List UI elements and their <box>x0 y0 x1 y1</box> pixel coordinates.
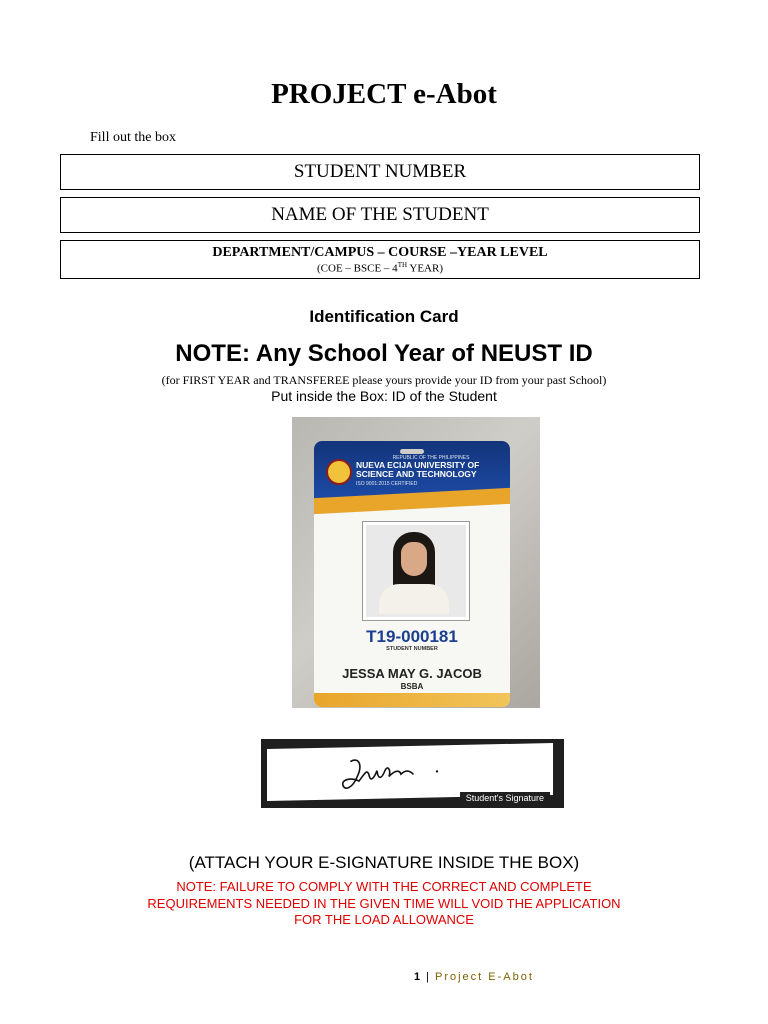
lanyard-slot <box>400 449 424 454</box>
transferee-note: (for FIRST YEAR and TRANSFEREE please yours provide your ID from your past School) <box>161 373 607 387</box>
fill-out-label: Fill out the box <box>90 130 176 145</box>
id-card-university: NUEVA ECIJA UNIVERSITY OF SCIENCE AND TECHNOLOGY <box>356 460 480 479</box>
signature-caption: Student's Signature <box>460 792 550 804</box>
student-number-label: STUDENT NUMBER <box>293 161 467 182</box>
id-card-footer-stripe <box>314 693 510 707</box>
student-number-box[interactable] <box>60 154 700 190</box>
document-title: PROJECT e-Abot <box>271 78 497 110</box>
id-card-student-number-label: STUDENT NUMBER <box>386 646 438 652</box>
warning-line-2: REQUIREMENTS NEEDED IN THE GIVEN TIME WILL VOID THE APPLICATION <box>147 895 621 911</box>
id-card-iso: ISO 9001:2015 CERTIFIED <box>356 481 418 487</box>
page-footer <box>414 971 534 983</box>
footer-separator: | <box>426 971 431 983</box>
id-card <box>314 441 510 707</box>
signature-image <box>261 739 564 808</box>
id-card-student-number: T19-000181 <box>366 627 458 646</box>
page-number: 1 <box>414 971 423 983</box>
neust-id-note: NOTE: Any School Year of NEUST ID <box>175 340 593 367</box>
id-card-republic: REPUBLIC OF THE PHILIPPINES <box>392 455 470 461</box>
id-portrait <box>362 521 470 621</box>
footer-label: Project E-Abot <box>434 971 534 983</box>
attach-signature-instruction: (ATTACH YOUR E-SIGNATURE INSIDE THE BOX) <box>188 853 580 872</box>
department-course-example: (COE – BSCE – 4TH YEAR) <box>317 261 443 275</box>
id-card-heading: Identification Card <box>309 307 459 326</box>
student-name-box[interactable] <box>60 197 700 233</box>
department-course-label: DEPARTMENT/CAMPUS – COURSE –YEAR LEVEL <box>212 245 548 260</box>
student-name-label: NAME OF THE STUDENT <box>271 204 489 225</box>
university-seal-icon <box>326 459 352 485</box>
student-id-photo <box>292 417 540 708</box>
department-course-box[interactable] <box>60 240 700 279</box>
id-card-name: JESSA MAY G. JACOB <box>342 666 482 681</box>
id-card-course: BSBA <box>400 682 424 691</box>
warning-line-3: FOR THE LOAD ALLOWANCE <box>294 912 474 927</box>
warning-line-1: NOTE: FAILURE TO COMPLY WITH THE CORRECT AND COMPLETE <box>176 879 592 894</box>
compliance-warning <box>0 879 768 929</box>
id-instruction: Put inside the Box: ID of the Student <box>271 388 497 404</box>
